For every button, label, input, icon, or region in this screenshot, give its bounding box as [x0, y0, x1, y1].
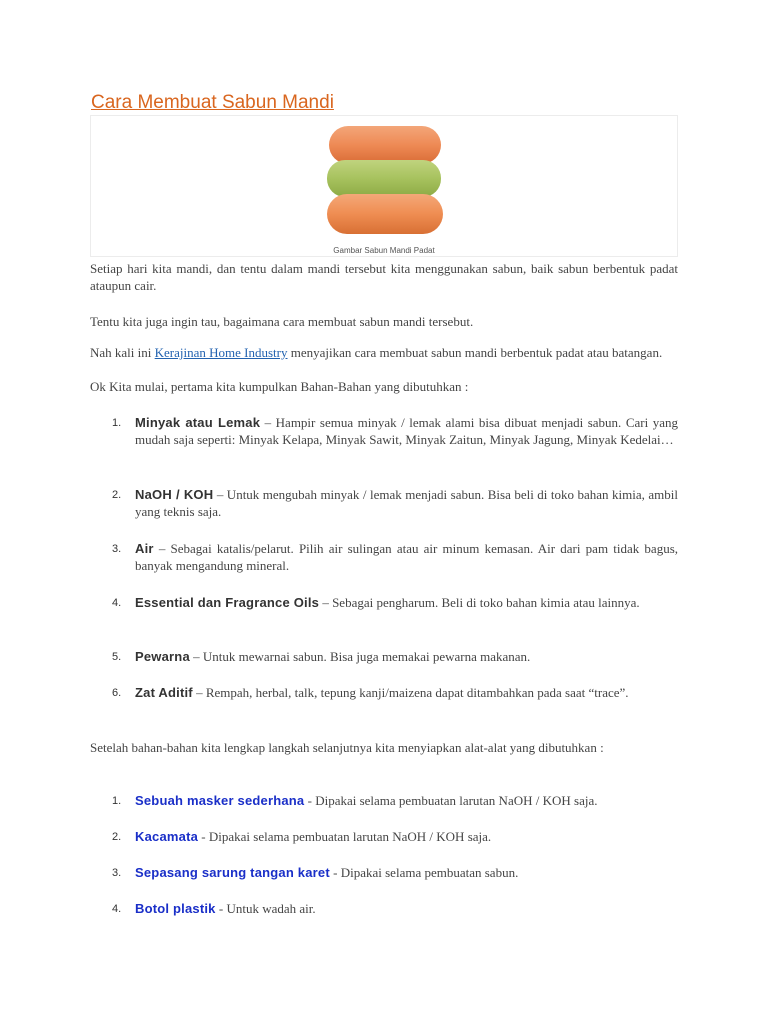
ingredient-term: Zat Aditif: [135, 685, 193, 700]
list-item: [90, 594, 678, 611]
list-item: [90, 864, 678, 881]
ingredient-term: NaOH / KOH: [135, 487, 214, 502]
soap-bar-middle: [327, 160, 441, 197]
list-number: 2.: [112, 489, 122, 501]
ingredient-desc: – Rempah, herbal, talk, tepung kanji/maizena dapat ditambahkan pada saat “trace”.: [192, 685, 629, 700]
list-number: 4.: [112, 597, 122, 609]
list-number: 1.: [112, 795, 122, 807]
kerajinan-home-industry-link[interactable]: Kerajinan Home Industry: [154, 345, 288, 360]
soap-bar-top: [329, 126, 441, 164]
list-item: [90, 684, 678, 701]
list-number: 1.: [112, 417, 122, 429]
tool-term: Botol plastik: [135, 901, 216, 916]
page-title: Cara Membuat Sabun Mandi: [91, 92, 334, 113]
list-item: [90, 900, 678, 917]
ingredient-desc: – Hampir semua minyak / lemak alami bisa dibuat menjadi sabun. Cari yang mudah saja seperti: Minyak Kelapa, Minyak Sawit, Minyak Zaitun, Minyak Jagung, Minyak Kedelai…: [135, 415, 678, 447]
ingredient-desc: – Untuk mengubah minyak / lemak menjadi sabun. Bisa beli di toko bahan kimia, ambil yang teknis saja.: [135, 487, 678, 519]
soap-figure: [90, 115, 678, 257]
list-number: 3.: [112, 867, 122, 879]
tool-term: Sebuah masker sederhana: [135, 793, 305, 808]
ingredient-desc: – Untuk mewarnai sabun. Bisa juga memakai pewarna makanan.: [189, 649, 531, 664]
ingredients-intro: Ok Kita mulai, pertama kita kumpulkan Bahan-Bahan yang dibutuhkan :: [90, 379, 469, 394]
ingredient-desc: – Sebagai pengharum. Beli di toko bahan kimia atau lainnya.: [319, 595, 640, 610]
soap-bars-image: [291, 120, 481, 242]
publisher-text-before: Nah kali ini: [90, 345, 155, 360]
list-item: [90, 414, 678, 448]
tool-desc: - Dipakai selama pembuatan larutan NaOH / KOH saja.: [304, 793, 598, 808]
list-item: [90, 792, 678, 809]
list-number: 6.: [112, 687, 122, 699]
list-item: [90, 540, 678, 574]
list-number: 4.: [112, 903, 122, 915]
tools-intro: Setelah bahan-bahan kita lengkap langkah selanjutnya kita menyiapkan alat-alat yang dibutuhkan :: [90, 740, 604, 755]
ingredient-desc: – Sebagai katalis/pelarut. Pilih air sulingan atau air minum kemasan. Air dari pam tidak bagus, banyak mengandung mineral.: [135, 541, 678, 573]
publisher-text-after: menyajikan cara membuat sabun mandi berbentuk padat atau batangan.: [287, 345, 663, 360]
publisher-paragraph: [90, 344, 678, 361]
tool-desc: - Untuk wadah air.: [215, 901, 316, 916]
list-number: 3.: [112, 543, 122, 555]
ingredient-term: Essential dan Fragrance Oils: [135, 595, 320, 610]
ingredient-term: Air: [135, 541, 154, 556]
list-number: 2.: [112, 831, 122, 843]
list-item: [90, 648, 678, 665]
tool-term: Kacamata: [135, 829, 199, 844]
intro-paragraph: Setiap hari kita mandi, dan tentu dalam mandi tersebut kita menggunakan sabun, baik sabun berbentuk padat ataupun cair.: [90, 261, 678, 293]
list-item: [90, 486, 678, 520]
ingredient-term: Minyak atau Lemak: [135, 415, 261, 430]
soap-bar-bottom: [327, 194, 443, 234]
list-number: 5.: [112, 651, 122, 663]
question-paragraph: Tentu kita juga ingin tau, bagaimana cara membuat sabun mandi tersebut.: [90, 314, 474, 329]
tool-desc: - Dipakai selama pembuatan sabun.: [329, 865, 519, 880]
ingredient-term: Pewarna: [135, 649, 190, 664]
tool-term: Sepasang sarung tangan karet: [135, 865, 330, 880]
list-item: [90, 828, 678, 845]
figure-caption: Gambar Sabun Mandi Padat: [333, 246, 435, 255]
tool-desc: - Dipakai selama pembuatan larutan NaOH / KOH saja.: [198, 829, 492, 844]
